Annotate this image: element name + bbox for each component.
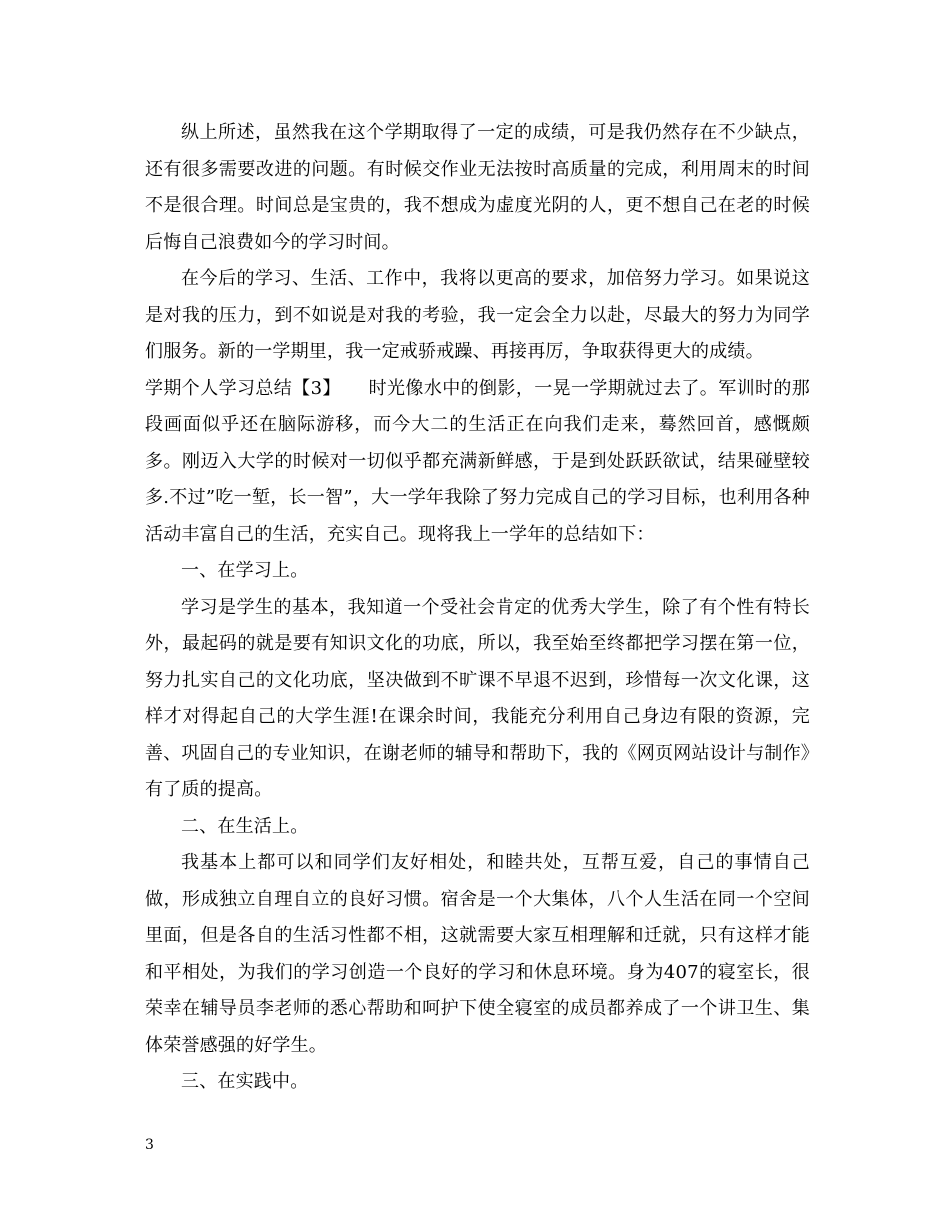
- paragraph-summary-3-intro: 学期个人学习总结【3】 时光像水中的倒影，一晃一学期就过去了。军训时的那段画面似乎还在脑际游移，而今大二的生活正在向我们走来，蓦然回首，感慨颇多。刚迈入大学的时候对一切似乎都充满新鲜感，于是到处跃跃欲试，结果碰壁较多.不过”吃一堑，长一智”，大一学年我除了努力完成自己的学习目标，也利用各种活动丰富自己的生活，充实自己。现将我上一学年的总结如下：: [145, 377, 810, 545]
- section-heading-practice: 三、在实践中。: [181, 1071, 309, 1092]
- section-heading-life: 二、在生活上。: [181, 815, 309, 837]
- paragraph-life: 我基本上都可以和同学们友好相处，和睦共处，互帮互爱，自己的事情自己做，形成独立自理自立的良好习惯。宿舍是一个大集体，八个人生活在同一个空间里面，但是各自的生活习性都不相，这就需要大家互相理解和迁就，只有这样才能和平相处，为我们的学习创造一个良好的学习和休息环境。身为407的寝室长，很荣幸在辅导员李老师的悉心帮助和呵护下使全寝室的成员都养成了一个讲卫生、集体荣誉感强的好学生。: [145, 852, 810, 1056]
- paragraph-future-plan: 在今后的学习、生活、工作中，我将以更高的要求，加倍努力学习。如果说这是对我的压力，到不如说是对我的考验，我一定会全力以赴，尽最大的努力为同学们服务。新的一学期里，我一定戒骄戒躁、再接再厉，争取获得更大的成绩。: [145, 268, 810, 362]
- paragraph-summary: 纵上所述，虽然我在这个学期取得了一定的成绩，可是我仍然存在不少缺点，还有很多需要改进的问题。有时候交作业无法按时高质量的完成，利用周末的时间不是很合理。时间总是宝贵的，我不想成为虚度光阴的人，更不想自己在老的时候后悔自己浪费如今的学习时间。: [145, 122, 810, 253]
- document-body: [145, 115, 810, 1101]
- page-number: 3: [145, 1137, 154, 1153]
- paragraph-study: 学习是学生的基本，我知道一个受社会肯定的优秀大学生，除了有个性有特长外，最起码的就是要有知识文化的功底，所以，我至始至终都把学习摆在第一位，努力扎实自己的文化功底，坚决做到不旷课不早退不迟到，珍惜每一次文化课，这样才对得起自己的大学生涯!在课余时间，我能充分利用自己身边有限的资源，完善、巩固自己的专业知识，在谢老师的辅导和帮助下，我的《网页网站设计与制作》有了质的提高。: [145, 596, 810, 800]
- section-heading-study: 一、在学习上。: [181, 560, 309, 581]
